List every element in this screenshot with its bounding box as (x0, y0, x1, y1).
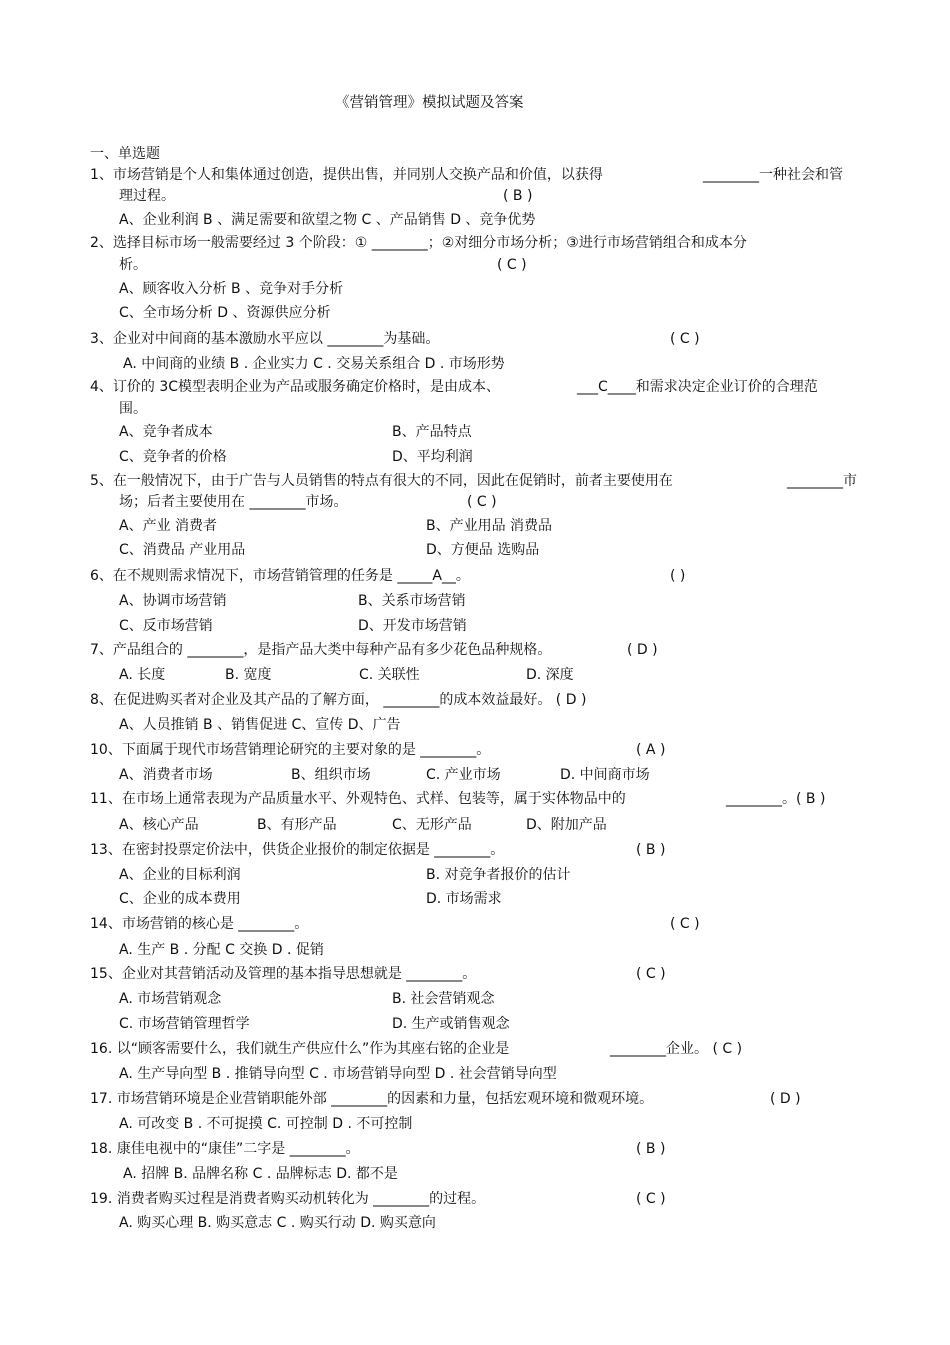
question-7-option-b: B. 宽度 (225, 667, 272, 683)
question-5-option-a: A、产业 消费者 (119, 518, 218, 534)
question-13-option-a: A、企业的目标利润 (119, 867, 241, 883)
question-1-options: A、企业利润 B 、满足需要和欲望之物 C 、产品销售 D 、竞争优势 (119, 212, 536, 228)
question-5-stem-end: ________市 (787, 473, 857, 489)
question-17-answer: ( D ) (770, 1091, 801, 1107)
question-2-stem: 2、选择目标市场一般需要经过 3 个阶段：① ________；②对细分市场分析；③进行市场营销组合和成本分 (90, 235, 747, 251)
question-1-answer: ( B ) (503, 188, 533, 204)
question-18-answer: ( B ) (636, 1141, 666, 1157)
question-4-stem-cont: 围。 (119, 401, 147, 417)
question-15-option-a: A. 市场营销观念 (119, 991, 222, 1007)
question-2-stem-cont: 析。 (119, 257, 147, 273)
question-14-answer: ( C ) (670, 916, 700, 932)
question-13-option-d: D. 市场需求 (426, 891, 502, 907)
question-7-option-a: A. 长度 (119, 667, 166, 683)
question-13-stem: 13、在密封投票定价法中，供货企业报价的制定依据是 ________。 (90, 842, 505, 858)
page-title: 《营销管理》模拟试题及答案 (335, 95, 524, 111)
question-1-stem: 1、市场营销是个人和集体通过创造，提供出售，并同别人交换产品和价值，以获得 (90, 167, 603, 183)
question-18-options: A. 招牌 B. 品牌名称 C . 品牌标志 D. 都不是 (123, 1166, 398, 1182)
question-15-option-c: C. 市场营销管理哲学 (119, 1016, 250, 1032)
question-4-option-b: B、产品特点 (392, 424, 472, 440)
question-4-stem: 4、订价的 3C模型表明企业为产品或服务确定价格时，是由成本、 (90, 379, 501, 395)
question-11-stem-end: ________。( B ) (726, 791, 826, 807)
question-5-option-d: D、方便品 选购品 (426, 542, 540, 558)
question-15-option-b: B. 社会营销观念 (392, 991, 495, 1007)
question-1-stem-cont: 理过程。 (119, 188, 175, 204)
question-18-stem: 18. 康佳电视中的“康佳”二字是 ________。 (90, 1141, 360, 1157)
question-15-answer: ( C ) (636, 966, 666, 982)
question-19-options: A. 购买心理 B. 购买意志 C . 购买行动 D. 购买意向 (119, 1215, 436, 1231)
question-17-stem: 17. 市场营销环境是企业营销职能外部 ________的因素和力量，包括宏观环境和微观环境。 (90, 1091, 654, 1107)
question-19-answer: ( C ) (636, 1191, 666, 1207)
question-8-stem: 8、在促进购买者对企业及其产品的了解方面， ________的成本效益最好。 ( D ) (90, 692, 587, 708)
question-11-option-a: A、核心产品 (119, 817, 199, 833)
question-11-option-b: B、有形产品 (257, 817, 337, 833)
question-4-option-a: A、竞争者成本 (119, 424, 213, 440)
question-6-stem: 6、在不规则需求情况下，市场营销管理的任务是 _____A__。 (90, 568, 470, 584)
question-8-options: A、人员推销 B 、销售促进 C、宣传 D、广告 (119, 717, 401, 733)
question-7-answer: ( D ) (627, 642, 658, 658)
question-13-option-c: C、企业的成本费用 (119, 891, 241, 907)
question-7-option-d: D. 深度 (526, 667, 574, 683)
question-10-option-a: A、消费者市场 (119, 767, 213, 783)
question-3-stem: 3、企业对中间商的基本激励水平应以 ________为基础。 (90, 331, 440, 347)
question-10-answer: ( A ) (636, 742, 666, 758)
question-13-option-b: B. 对竞争者报价的估计 (426, 867, 571, 883)
question-1-stem-end: ________一种社会和管 (703, 167, 843, 183)
question-14-stem: 14、市场营销的核心是 ________。 (90, 916, 309, 932)
question-16-stem-end: ________企业。 ( C ) (610, 1041, 743, 1057)
question-2-options-1: A、顾客收入分析 B 、竞争对手分析 (119, 281, 344, 297)
question-6-option-a: A、协调市场营销 (119, 593, 227, 609)
question-6-option-d: D、开发市场营销 (358, 618, 467, 634)
question-6-option-b: B、关系市场营销 (358, 593, 466, 609)
question-2-options-2: C、全市场分析 D 、资源供应分析 (119, 305, 331, 321)
question-15-stem: 15、企业对其营销活动及管理的基本指导思想就是 ________。 (90, 966, 477, 982)
question-3-options: A. 中间商的业绩 B . 企业实力 C . 交易关系组合 D . 市场形势 (123, 356, 505, 372)
question-7-stem: 7、产品组合的 ________，是指产品大类中每种产品有多少花色品种规格。 (90, 642, 552, 658)
question-5-option-c: C、消费品 产业用品 (119, 542, 246, 558)
question-15-option-d: D. 生产或销售观念 (392, 1016, 510, 1032)
question-4-option-c: C、竞争者的价格 (119, 449, 227, 465)
section-heading: 一、单选题 (90, 146, 160, 162)
question-19-stem: 19. 消费者购买过程是消费者购买动机转化为 ________的过程。 (90, 1191, 486, 1207)
question-10-stem: 10、下面属于现代市场营销理论研究的主要对象的是 ________。 (90, 742, 491, 758)
question-11-option-c: C、无形产品 (392, 817, 472, 833)
question-14-options: A. 生产 B . 分配 C 交换 D . 促销 (119, 942, 324, 958)
question-7-option-c: C. 关联性 (359, 667, 420, 683)
question-5-stem-cont: 场；后者主要使用在 ________市场。 (119, 494, 348, 510)
question-10-option-d: D. 中间商市场 (560, 767, 650, 783)
question-11-option-d: D、附加产品 (526, 817, 607, 833)
question-5-option-b: B、产业用品 消费品 (426, 518, 553, 534)
question-16-stem: 16. 以“顾客需要什么，我们就生产供应什么”作为其座右铭的企业是 (90, 1041, 510, 1057)
question-3-answer: ( C ) (670, 331, 700, 347)
question-11-stem: 11、在市场上通常表现为产品质量水平、外观特色、式样、包装等，属于实体物品中的 (90, 791, 626, 807)
question-5-answer: ( C ) (467, 494, 497, 510)
question-4-option-d: D、平均利润 (392, 449, 473, 465)
question-10-option-b: B、组织市场 (291, 767, 371, 783)
question-2-answer: ( C ) (497, 257, 527, 273)
question-6-option-c: C、反市场营销 (119, 618, 213, 634)
question-16-options: A. 生产导向型 B . 推销导向型 C . 市场营销导向型 D . 社会营销导向型 (119, 1066, 557, 1082)
question-6-answer: ( ) (670, 568, 686, 584)
question-10-option-c: C. 产业市场 (426, 767, 501, 783)
question-17-options: A. 可改变 B . 不可捉摸 C. 可控制 D . 不可控制 (119, 1116, 413, 1132)
question-13-answer: ( B ) (636, 842, 666, 858)
question-5-stem: 5、在一般情况下，由于广告与人员销售的特点有很大的不同，因此在促销时，前者主要使用在 (90, 473, 673, 489)
question-4-stem-end: ___C____和需求决定企业订价的合理范 (577, 379, 818, 395)
